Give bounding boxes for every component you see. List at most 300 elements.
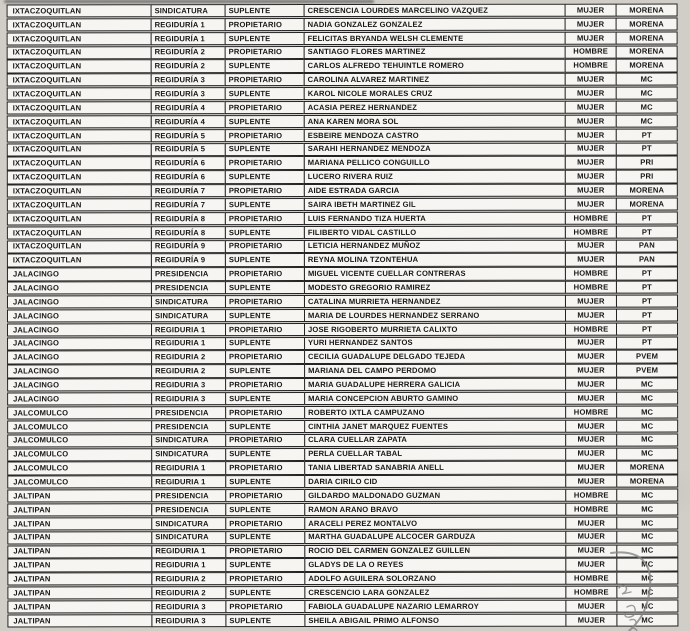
cell-role: PROPIETARIO: [225, 240, 305, 253]
cell-name: MARIA DE LOURDES HERNANDEZ SERRANO: [304, 309, 566, 323]
cell-position: REGIDURÍA 7: [151, 198, 226, 211]
cell-position: SINDICATURA: [151, 434, 226, 447]
cell-name: LETICIA HERNANDEZ MUÑOZ: [304, 239, 566, 253]
table-row: [7, 295, 678, 309]
cell-gender: HOMBRE: [565, 267, 617, 280]
table-row: [7, 322, 678, 336]
cell-gender: MUJER: [565, 364, 617, 377]
cell-position: REGIDURÍA 1: [151, 18, 226, 31]
cell-name: CRESCENCIO LARA GONZALEZ: [304, 586, 566, 600]
cell-name: CAROLINA ALVAREZ MARTINEZ: [304, 73, 566, 87]
cell-municipality: IXTACZOQUITLAN: [7, 74, 152, 87]
cell-name: ANA KAREN MORA SOL: [304, 115, 566, 129]
cell-party: MC: [616, 114, 678, 127]
cell-role: SUPLENTE: [225, 558, 305, 571]
cell-municipality: IXTACZOQUITLAN: [7, 129, 152, 142]
cell-gender: HOMBRE: [565, 586, 617, 599]
cell-role: SUPLENTE: [225, 281, 305, 294]
cell-role: SUPLENTE: [225, 198, 305, 211]
cell-gender: MUJER: [565, 87, 617, 100]
cell-party: MORENA: [616, 17, 678, 30]
cell-municipality: JALTIPAN: [7, 503, 152, 516]
cell-party: PT: [616, 128, 678, 141]
cell-gender: MUJER: [565, 392, 617, 405]
cell-party: MC: [616, 433, 678, 446]
cell-gender: MUJER: [565, 114, 617, 127]
cell-position: REGIDURÍA 3: [151, 87, 226, 100]
table-row: [7, 4, 678, 18]
cell-name: ROBERTO IXTLA CAMPUZANO: [304, 406, 566, 420]
cell-gender: MUJER: [565, 419, 617, 432]
cell-position: REGIDURIA 3: [151, 600, 226, 613]
cell-position: REGIDURIA 1: [151, 323, 226, 336]
cell-gender: MUJER: [565, 31, 617, 44]
cell-role: SUPLENTE: [225, 503, 305, 516]
cell-municipality: JALCOMULCO: [7, 434, 152, 447]
cell-position: REGIDURÍA 1: [151, 32, 226, 45]
cell-role: PROPIETARIO: [225, 267, 305, 280]
cell-gender: HOMBRE: [565, 212, 617, 225]
table-row: [7, 336, 678, 350]
cell-gender: HOMBRE: [565, 406, 617, 419]
cell-name: ADOLFO AGUILERA SOLORZANO: [304, 572, 566, 586]
cell-position: REGIDURÍA 3: [151, 73, 226, 86]
cell-role: PROPIETARIO: [225, 212, 305, 225]
cell-position: REGIDURIA 3: [151, 378, 226, 391]
cell-party: PAN: [616, 239, 678, 252]
cell-role: PROPIETARIO: [225, 18, 305, 31]
cell-role: SUPLENTE: [225, 32, 305, 45]
table-row: [7, 114, 678, 128]
cell-role: PROPIETARIO: [225, 434, 305, 447]
cell-municipality: JALCOMULCO: [7, 475, 152, 488]
cell-municipality: IXTACZOQUITLAN: [7, 254, 152, 267]
cell-position: REGIDURÍA 2: [151, 46, 226, 59]
cell-role: SUPLENTE: [225, 309, 305, 322]
cell-position: REGIDURÍA 9: [151, 240, 226, 253]
cell-role: SUPLENTE: [225, 170, 305, 183]
cell-municipality: IXTACZOQUITLAN: [7, 60, 152, 73]
cell-municipality: JALCOMULCO: [7, 406, 152, 419]
cell-position: REGIDURIA 2: [151, 572, 226, 585]
table-row: [7, 447, 678, 461]
table-row: [7, 239, 678, 253]
cell-party: PT: [616, 225, 678, 238]
cell-role: SUPLENTE: [225, 392, 305, 405]
cell-position: REGIDURÍA 2: [151, 60, 226, 73]
cell-gender: MUJER: [565, 433, 617, 446]
cell-municipality: IXTACZOQUITLAN: [7, 18, 152, 31]
cell-municipality: JALTIPAN: [7, 489, 152, 502]
cell-party: PT: [616, 336, 678, 349]
cell-party: PT: [616, 322, 678, 335]
cell-municipality: JALACINGO: [7, 309, 152, 322]
cell-municipality: JALTIPAN: [7, 559, 152, 572]
cell-party: PVEM: [616, 364, 678, 377]
cell-role: PROPIETARIO: [225, 295, 305, 308]
cell-gender: MUJER: [565, 17, 617, 30]
cell-position: REGIDURÍA 8: [151, 212, 226, 225]
cell-gender: MUJER: [565, 350, 617, 363]
cell-name: MARTHA GUADALUPE ALCOCER GARDUZA: [304, 530, 566, 544]
table-row: [7, 253, 678, 267]
cell-role: PROPIETARIO: [225, 600, 305, 613]
cell-role: PROPIETARIO: [225, 351, 305, 364]
cell-gender: MUJER: [565, 295, 617, 308]
cell-party: MC: [616, 530, 678, 543]
cell-role: PROPIETARIO: [225, 572, 305, 585]
cell-party: PAN: [616, 253, 678, 266]
table-row: [7, 101, 678, 115]
cell-party: MC: [616, 599, 678, 612]
cell-position: SINDICATURA: [151, 309, 226, 322]
cell-municipality: IXTACZOQUITLAN: [7, 115, 152, 128]
cell-role: SUPLENTE: [225, 364, 305, 377]
cell-party: PT: [616, 308, 678, 321]
cell-gender: MUJER: [565, 142, 617, 155]
cell-gender: MUJER: [565, 156, 617, 169]
cell-municipality: JALTIPAN: [7, 614, 152, 627]
table-row: [7, 225, 678, 239]
cell-name: GLADYS DE LA O REYES: [304, 558, 566, 572]
cell-municipality: JALACINGO: [7, 365, 152, 378]
cell-name: JOSE RIGOBERTO MURRIETA CALIXTO: [304, 322, 566, 336]
cell-position: SINDICATURA: [151, 448, 226, 461]
cell-name: SAIRA IBETH MARTINEZ GIL: [304, 198, 566, 212]
cell-municipality: IXTACZOQUITLAN: [7, 101, 152, 114]
cell-gender: HOMBRE: [565, 572, 617, 585]
cell-gender: MUJER: [565, 378, 617, 391]
cell-gender: MUJER: [565, 198, 617, 211]
cell-gender: HOMBRE: [565, 503, 617, 516]
cell-position: PRESIDENCIA: [151, 420, 226, 433]
table-row: [7, 59, 678, 73]
cell-name: SHEILA ABIGAIL PRIMO ALFONSO: [304, 614, 566, 628]
cell-municipality: JALCOMULCO: [7, 448, 152, 461]
table-row: [7, 516, 678, 530]
cell-name: FELICITAS BRYANDA WELSH CLEMENTE: [304, 31, 566, 45]
cell-position: REGIDURIA 1: [151, 337, 226, 350]
table-row: [7, 405, 678, 419]
cell-municipality: JALTIPAN: [7, 573, 152, 586]
cell-party: MC: [616, 558, 678, 571]
cell-name: MARIA CONCEPCION ABURTO GAMINO: [304, 392, 566, 406]
cell-name: ACASIA PEREZ HERNANDEZ: [304, 101, 566, 115]
cell-municipality: JALACINGO: [7, 378, 152, 391]
cell-gender: MUJER: [565, 516, 617, 529]
cell-party: MC: [616, 73, 678, 86]
table-row: [7, 586, 678, 600]
cell-gender: MUJER: [565, 4, 617, 17]
cell-name: FILIBERTO VIDAL CASTILLO: [304, 225, 566, 239]
cell-name: CRESCENCIA LOURDES MARCELINO VAZQUEZ: [304, 4, 566, 18]
cell-gender: HOMBRE: [565, 59, 617, 72]
cell-party: MC: [616, 419, 678, 432]
cell-position: REGIDURÍA 8: [151, 226, 226, 239]
cell-party: MC: [616, 544, 678, 557]
scan-artifact-top: [4, 0, 374, 3]
cell-municipality: IXTACZOQUITLAN: [7, 157, 152, 170]
cell-position: PRESIDENCIA: [151, 503, 226, 516]
cell-name: KAROL NICOLE MORALES CRUZ: [304, 87, 566, 101]
cell-municipality: JALACINGO: [7, 392, 152, 405]
cell-name: GILDARDO MALDONADO GUZMAN: [304, 489, 566, 503]
cell-municipality: JALTIPAN: [7, 531, 152, 544]
cell-role: PROPIETARIO: [225, 461, 305, 474]
cell-gender: HOMBRE: [565, 45, 617, 58]
cell-role: PROPIETARIO: [225, 129, 305, 142]
table-row: [7, 419, 678, 433]
cell-municipality: JALTIPAN: [7, 600, 152, 613]
cell-role: SUPLENTE: [225, 586, 305, 599]
cell-party: MORENA: [616, 59, 678, 72]
cell-position: REGIDURÍA 6: [151, 170, 226, 183]
cell-name: CECILIA GUADALUPE DELGADO TEJEDA: [304, 350, 566, 364]
cell-role: SUPLENTE: [225, 87, 305, 100]
cell-position: REGIDURIA 2: [151, 365, 226, 378]
cell-municipality: JALACINGO: [7, 323, 152, 336]
cell-party: MORENA: [616, 184, 678, 197]
cell-municipality: IXTACZOQUITLAN: [7, 46, 152, 59]
cell-municipality: JALACINGO: [7, 281, 152, 294]
cell-party: MC: [616, 516, 678, 529]
cell-position: SINDICATURA: [151, 517, 226, 530]
cell-party: MC: [616, 87, 678, 100]
cell-position: REGIDURIA 2: [151, 586, 226, 599]
cell-name: ROCIO DEL CARMEN GONZALEZ GUILLEN: [304, 544, 566, 558]
cell-position: PRESIDENCIA: [151, 281, 226, 294]
cell-position: REGIDURIA 1: [151, 475, 226, 488]
cell-name: NADIA GONZALEZ GONZALEZ: [304, 18, 566, 32]
cell-name: LUCERO RIVERA RUIZ: [304, 170, 566, 184]
cell-municipality: JALACINGO: [7, 295, 152, 308]
candidates-table: [7, 4, 679, 629]
cell-party: PT: [616, 211, 678, 224]
table-row: [7, 599, 678, 613]
cell-municipality: IXTACZOQUITLAN: [7, 4, 152, 17]
cell-role: SUPLENTE: [225, 420, 305, 433]
table-row: [7, 544, 678, 558]
table-row: [7, 31, 678, 45]
table-row: [7, 184, 678, 198]
cell-position: REGIDURÍA 4: [151, 101, 226, 114]
cell-party: PRI: [616, 156, 678, 169]
cell-party: MC: [616, 613, 678, 626]
table-row: [7, 156, 678, 170]
cell-name: PERLA CUELLAR TABAL: [304, 447, 566, 461]
table-row: [7, 350, 678, 364]
cell-name: LUIS FERNANDO TIZA HUERTA: [304, 212, 566, 226]
cell-party: MC: [616, 101, 678, 114]
table-row: [7, 87, 678, 101]
cell-role: SUPLENTE: [225, 254, 305, 267]
cell-name: MODESTO GREGORIO RAMIREZ: [304, 281, 566, 295]
cell-name: MIGUEL VICENTE CUELLAR CONTRERAS: [304, 267, 566, 281]
table-row: [7, 211, 678, 225]
cell-position: PRESIDENCIA: [151, 406, 226, 419]
cell-gender: HOMBRE: [565, 281, 617, 294]
table-row: [7, 17, 678, 31]
cell-gender: MUJER: [565, 447, 617, 460]
cell-party: MORENA: [616, 4, 678, 17]
cell-municipality: IXTACZOQUITLAN: [7, 171, 152, 184]
cell-party: PT: [616, 142, 678, 155]
cell-name: TANIA LIBERTAD SANABRIA ANELL: [304, 461, 566, 475]
cell-role: PROPIETARIO: [225, 73, 305, 86]
cell-position: PRESIDENCIA: [151, 489, 226, 502]
cell-party: MORENA: [616, 475, 678, 488]
cell-gender: MUJER: [565, 461, 617, 474]
cell-municipality: JALACINGO: [7, 268, 152, 281]
cell-party: MC: [616, 572, 678, 585]
cell-name: CLARA CUELLAR ZAPATA: [304, 433, 566, 447]
cell-role: SUPLENTE: [225, 115, 305, 128]
cell-party: PVEM: [616, 350, 678, 363]
table-row: [7, 530, 678, 544]
cell-municipality: JALCOMULCO: [7, 462, 152, 475]
cell-role: SUPLENTE: [225, 143, 305, 156]
cell-name: SARAHI HERNANDEZ MENDOZA: [304, 142, 566, 156]
cell-municipality: IXTACZOQUITLAN: [7, 198, 152, 211]
table-row: [7, 502, 678, 516]
cell-role: PROPIETARIO: [225, 184, 305, 197]
cell-name: RAMON ARANO BRAVO: [304, 503, 566, 517]
cell-role: PROPIETARIO: [225, 517, 305, 530]
cell-name: ESBEIRE MENDOZA CASTRO: [304, 128, 566, 142]
cell-gender: MUJER: [565, 613, 617, 626]
table-row: [7, 489, 678, 503]
cell-role: SUPLENTE: [225, 614, 305, 627]
cell-party: MC: [616, 405, 678, 418]
cell-party: MORENA: [616, 198, 678, 211]
cell-position: REGIDURÍA 9: [151, 254, 226, 267]
cell-name: MARIANA DEL CAMPO PERDOMO: [304, 364, 566, 378]
cell-gender: MUJER: [565, 544, 617, 557]
table-row: [7, 281, 678, 295]
cell-name: CATALINA MURRIETA HERNANDEZ: [304, 295, 566, 309]
table-row: [7, 475, 678, 489]
cell-gender: MUJER: [565, 101, 617, 114]
cell-role: PROPIETARIO: [225, 157, 305, 170]
cell-position: REGIDURÍA 4: [151, 115, 226, 128]
cell-party: MORENA: [616, 461, 678, 474]
cell-name: CINTHIA JANET MARQUEZ FUENTES: [304, 419, 566, 433]
cell-party: PT: [616, 295, 678, 308]
cell-party: MC: [616, 378, 678, 391]
cell-gender: HOMBRE: [565, 322, 617, 335]
cell-role: SUPLENTE: [225, 337, 305, 350]
cell-position: SINDICATURA: [151, 531, 226, 544]
table-row: [7, 308, 678, 322]
cell-name: AIDE ESTRADA GARCIA: [304, 184, 566, 198]
cell-position: REGIDURIA 3: [151, 392, 226, 405]
cell-role: SUPLENTE: [225, 531, 305, 544]
cell-municipality: IXTACZOQUITLAN: [7, 32, 152, 45]
cell-position: PRESIDENCIA: [151, 267, 226, 280]
cell-party: MORENA: [616, 31, 678, 44]
cell-party: MC: [616, 586, 678, 599]
cell-municipality: IXTACZOQUITLAN: [7, 226, 152, 239]
cell-role: SUPLENTE: [225, 59, 305, 72]
cell-role: SUPLENTE: [225, 448, 305, 461]
table-row: [7, 572, 678, 586]
table-row: [7, 558, 678, 572]
cell-gender: MUJER: [565, 558, 617, 571]
cell-municipality: JALTIPAN: [7, 517, 152, 530]
cell-role: SUPLENTE: [225, 475, 305, 488]
cell-position: REGIDURÍA 5: [151, 129, 226, 142]
cell-name: YURI HERNANDEZ SANTOS: [304, 336, 566, 350]
cell-gender: MUJER: [565, 184, 617, 197]
cell-municipality: IXTACZOQUITLAN: [7, 240, 152, 253]
cell-name: DARIA CIRILO CID: [304, 475, 566, 489]
table-row: [7, 142, 678, 156]
cell-gender: HOMBRE: [565, 225, 617, 238]
table-row: [7, 45, 678, 59]
cell-role: SUPLENTE: [225, 4, 305, 17]
cell-party: MC: [616, 489, 678, 502]
cell-gender: MUJER: [565, 73, 617, 86]
cell-gender: MUJER: [565, 239, 617, 252]
cell-gender: MUJER: [565, 475, 617, 488]
cell-party: MORENA: [616, 45, 678, 58]
cell-role: PROPIETARIO: [225, 545, 305, 558]
table-row: [7, 267, 678, 281]
cell-municipality: IXTACZOQUITLAN: [7, 143, 152, 156]
cell-gender: MUJER: [565, 309, 617, 322]
cell-gender: MUJER: [565, 530, 617, 543]
cell-name: FABIOLA GUADALUPE NAZARIO LEMARROY: [304, 600, 566, 614]
cell-name: MARIANA PELLICO CONGUILLO: [304, 156, 566, 170]
cell-position: REGIDURIA 2: [151, 351, 226, 364]
cell-position: REGIDURÍA 6: [151, 157, 226, 170]
cell-name: CARLOS ALFREDO TEHUINTLE ROMERO: [304, 59, 566, 73]
table-row: [7, 128, 678, 142]
cell-position: REGIDURIA 1: [151, 545, 226, 558]
table-row: [7, 73, 678, 87]
cell-party: MC: [616, 392, 678, 405]
cell-name: MARIA GUADALUPE HERRERA GALICIA: [304, 378, 566, 392]
cell-name: SANTIAGO FLORES MARTINEZ: [304, 45, 566, 59]
cell-party: MC: [616, 502, 678, 515]
cell-position: REGIDURÍA 7: [151, 184, 226, 197]
cell-municipality: JALTIPAN: [7, 545, 152, 558]
cell-municipality: IXTACZOQUITLAN: [7, 184, 152, 197]
table-row: [7, 364, 678, 378]
cell-gender: MUJER: [565, 128, 617, 141]
table-row: [7, 170, 678, 184]
cell-position: REGIDURIA 1: [151, 462, 226, 475]
cell-municipality: IXTACZOQUITLAN: [7, 87, 152, 100]
cell-gender: MUJER: [565, 336, 617, 349]
cell-role: PROPIETARIO: [225, 489, 305, 502]
cell-municipality: IXTACZOQUITLAN: [7, 212, 152, 225]
table-row: [7, 433, 678, 447]
cell-municipality: JALACINGO: [7, 337, 152, 350]
cell-municipality: JALCOMULCO: [7, 420, 152, 433]
cell-role: PROPIETARIO: [225, 378, 305, 391]
cell-party: PT: [616, 281, 678, 294]
cell-gender: MUJER: [565, 600, 617, 613]
cell-municipality: JALTIPAN: [7, 586, 152, 599]
cell-municipality: JALACINGO: [7, 351, 152, 364]
cell-name: ARACELI PEREZ MONTALVO: [304, 516, 566, 530]
cell-position: REGIDURÍA 5: [151, 143, 226, 156]
cell-role: PROPIETARIO: [225, 406, 305, 419]
cell-party: MC: [616, 447, 678, 460]
table-row: [7, 378, 678, 392]
cell-position: SINDICATURA: [151, 4, 226, 17]
